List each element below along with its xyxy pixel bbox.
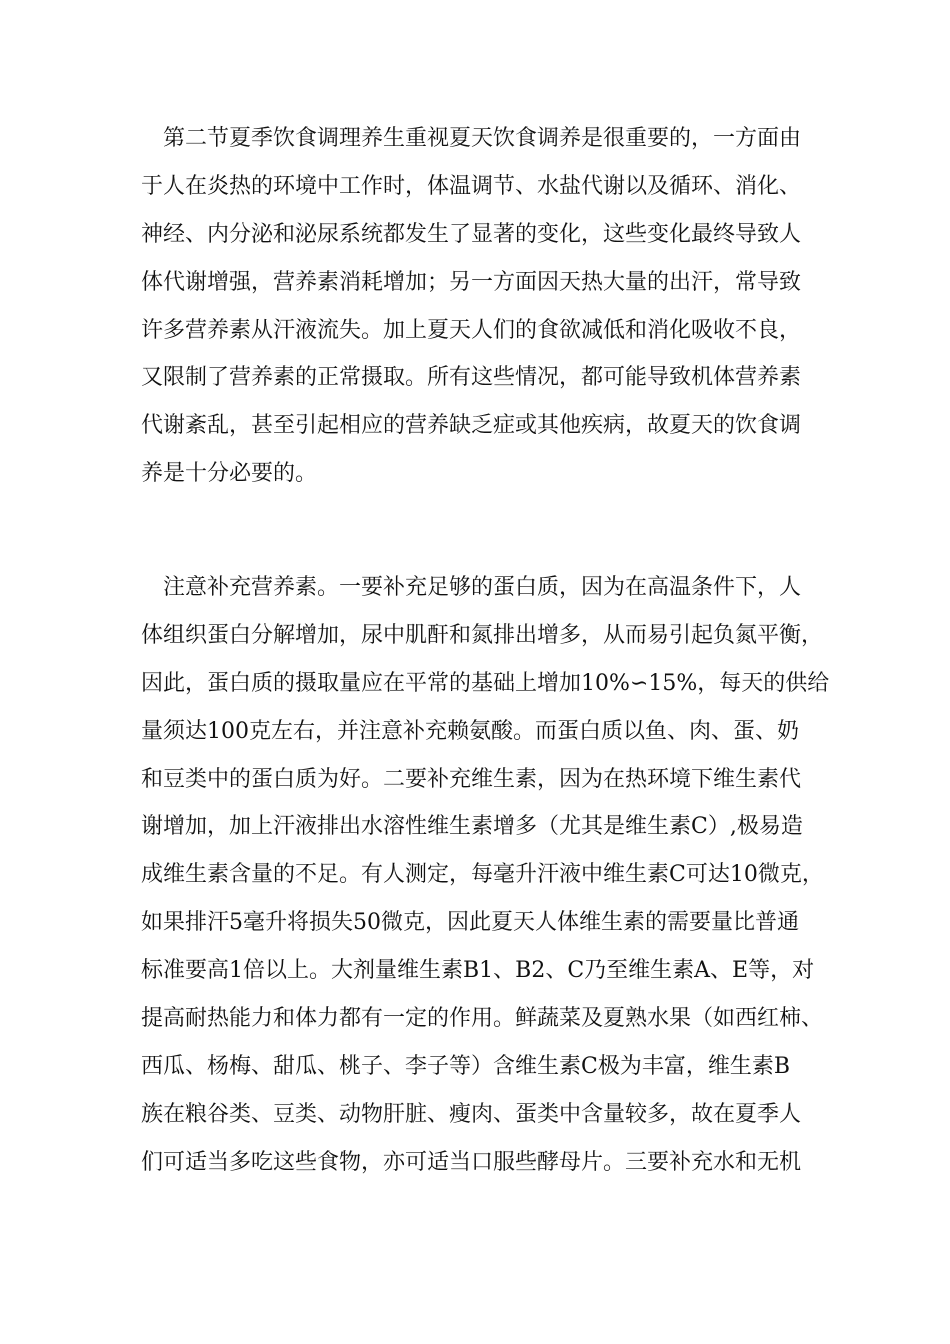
- text-line: 许多营养素从汗液流失。加上夏天人们的食欲减低和消化吸收不良，: [141, 317, 802, 343]
- paragraph-summer-diet-intro: [141, 115, 831, 498]
- text-line: 又限制了营养素的正常摄取。所有这些情况，都可能导致机体营养素: [141, 365, 802, 391]
- text-line: 体组织蛋白分解增加，尿中肌酐和氮排出增多，从而易引起负氮平衡，: [141, 622, 824, 648]
- text-line: 神经、内分泌和泌尿系统都发生了显著的变化，这些变化最终导致人: [141, 221, 802, 247]
- text-line: 第二节夏季饮食调理养生重视夏天饮食调养是很重要的，一方面由: [141, 126, 802, 151]
- text-line: 养是十分必要的。: [141, 461, 318, 487]
- text-line: 谢增加，加上汗液排出水溶性维生素增多（尤其是维生素C）,极易造: [141, 814, 803, 840]
- text-line: 体代谢增强，营养素消耗增加；另一方面因天热大量的出汗，常导致: [141, 269, 802, 295]
- text-line: 于人在炎热的环境中工作时，体温调节、水盐代谢以及循环、消化、: [141, 173, 802, 199]
- text-line: 提高耐热能力和体力都有一定的作用。鲜蔬菜及夏熟水果（如西红柿、: [141, 1006, 824, 1032]
- text-line: 因此，蛋白质的摄取量应在平常的基础上增加10%∽15%，每天的供给: [141, 670, 830, 696]
- text-line: 代谢紊乱，甚至引起相应的营养缺乏症或其他疾病，故夏天的饮食调: [141, 413, 802, 439]
- text-line: 们可适当多吃这些食物，亦可适当口服些酵母片。三要补充水和无机: [141, 1149, 802, 1175]
- text-line: 西瓜、杨梅、甜瓜、桃子、李子等）含维生素C极为丰富，维生素B: [141, 1053, 791, 1079]
- text-line: 族在粮谷类、豆类、动物肝脏、瘦肉、蛋类中含量较多，故在夏季人: [141, 1101, 802, 1127]
- text-line: 注意补充营养素。一要补充足够的蛋白质，因为在高温条件下，人: [141, 575, 802, 600]
- text-line: 成维生素含量的不足。有人测定，每毫升汗液中维生素C可达10微克，: [141, 862, 824, 888]
- text-line: 和豆类中的蛋白质为好。二要补充维生素，因为在热环境下维生素代: [141, 766, 802, 792]
- paragraph-nutrient-supplement: [141, 564, 831, 1187]
- text-line: 如果排汗5毫升将损失50微克，因此夏天人体维生素的需要量比普通: [141, 910, 799, 936]
- text-line: 标准要高1倍以上。大剂量维生素B1、B2、C乃至维生素A、E等，对: [141, 958, 815, 984]
- text-line: 量须达100克左右，并注意补充赖氨酸。而蛋白质以鱼、肉、蛋、奶: [141, 718, 799, 744]
